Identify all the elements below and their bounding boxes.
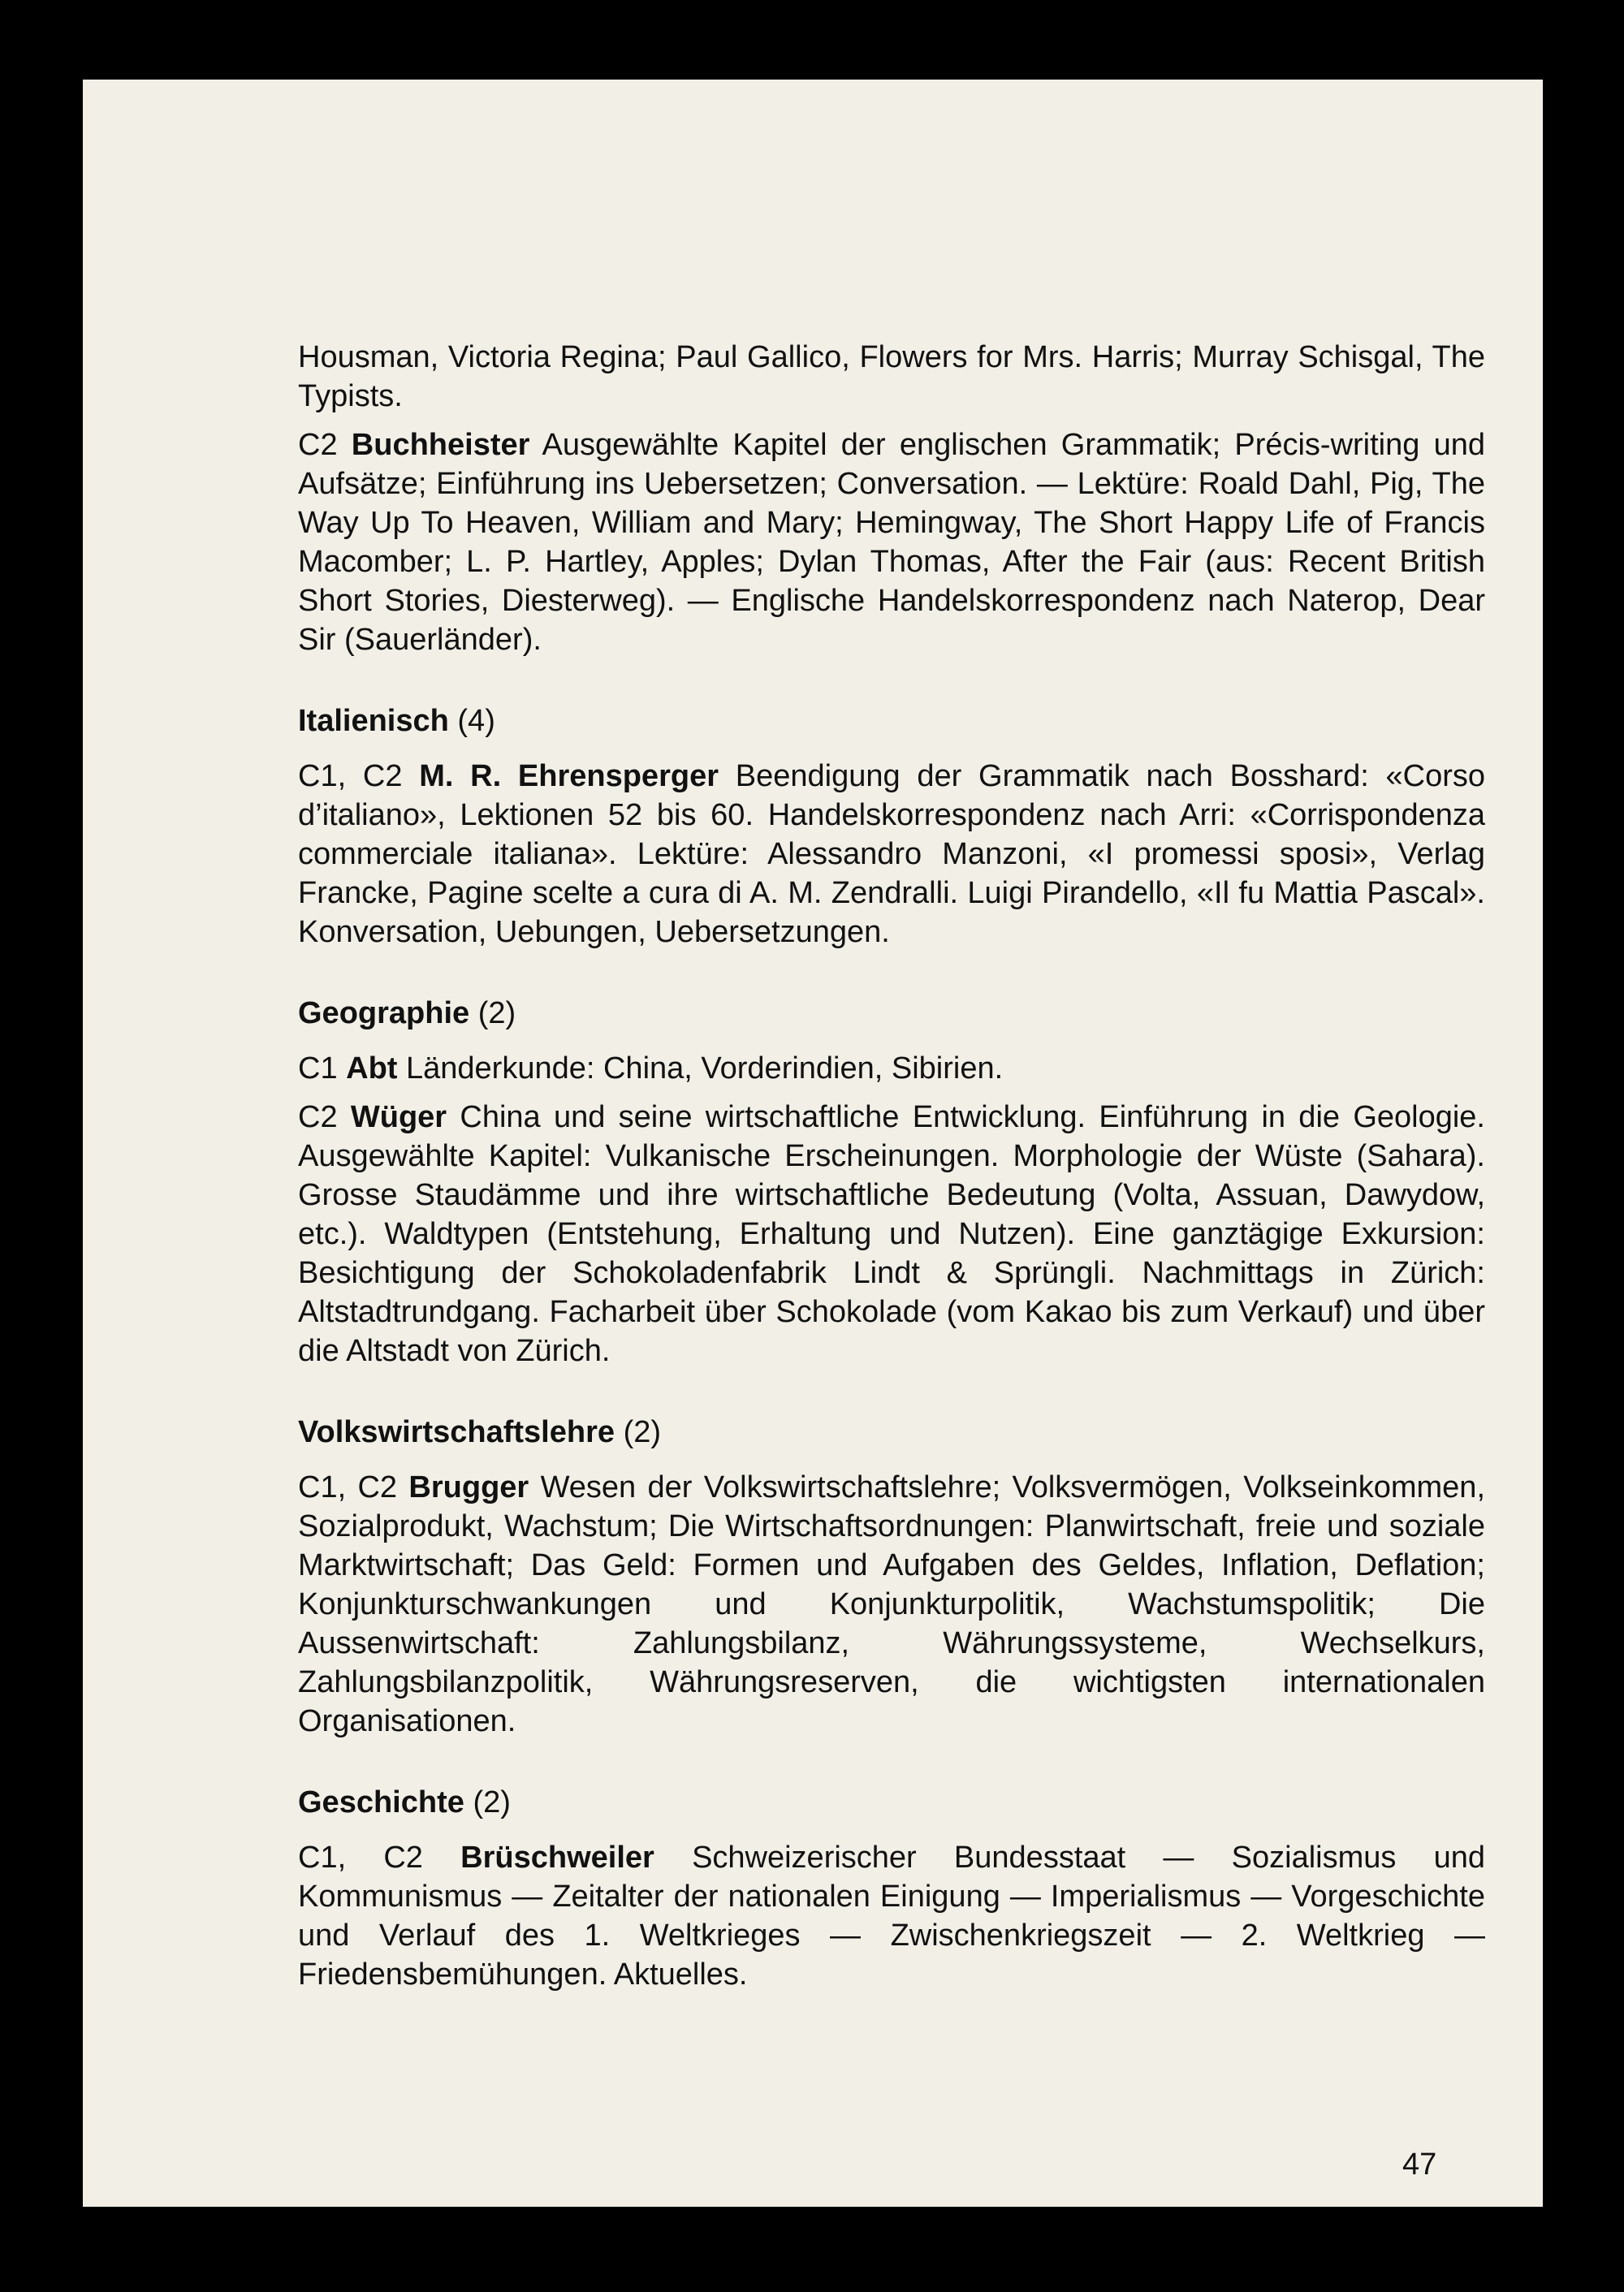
- class-label: C2: [298, 1100, 338, 1134]
- course-description: Ausgewählte Kapitel der englischen Grammatik; Précis-writing und Aufsätze; Einführung ins Uebersetzen; Conversation. — Lektüre: Roald Dahl, Pig, The Way Up To Heaven, William and Mary; Hemingway, The Short Happy Life of Francis Macomber; L. P. Hartley, Apples; Dylan Thomas, After the Fair (aus: Recent British Short Stories, Diesterweg). — Englische Handelskorrespondenz nach Naterop, Dear Sir (Sauerländer).: [298, 428, 1485, 657]
- paragraph-text: Housman, Victoria Regina; Paul Gallico, Flowers for Mrs. Harris; Murray Schisgal, The Typists.: [298, 340, 1485, 413]
- paragraph-continuation: [298, 338, 1485, 416]
- course-description: China und seine wirtschaftliche Entwicklung. Einführung in die Geologie. Ausgewählte Kapitel: Vulkanische Erscheinungen. Morphologie der Wüste (Sahara). Grosse Staudämme und ihre wirtschaftliche Bedeutung (Volta, Assuan, Dawydow, etc.). Waldtypen (Entstehung, Erhaltung und Nutzen). Eine ganztägige Exkursion: Besichtigung der Schokoladenfabrik Lindt & Sprüngli. Nachmittags in Zürich: Altstadtrundgang. Facharbeit über Schokolade (vom Kakao bis zum Verkauf) und über die Altstadt von Zürich.: [298, 1100, 1485, 1368]
- section-title: Volkswirtschaftslehre: [298, 1415, 615, 1449]
- teacher-name: Brugger: [408, 1470, 529, 1504]
- class-label: C1, C2: [298, 1841, 423, 1875]
- section-heading-geographie: [298, 994, 1485, 1033]
- course-description: Wesen der Volkswirtschaftslehre; Volksvermögen, Volkseinkommen, Sozialprodukt, Wachstum; Die Wirtschaftsordnungen: Planwirtschaft, freie und soziale Marktwirtschaft; Das Geld: Formen und Aufgaben des Geldes, Inflation, Deflation; Konjunkturschwankungen und Konjunkturpolitik, Wachstumspolitik; Die Aussenwirtschaft: Zahlungsbilanz, Währungssysteme, Wechselkurs, Zahlungsbilanzpolitik, Währungsreserven, die wichtigsten internationalen Organisationen.: [298, 1470, 1485, 1738]
- course-entry-geographie-c2: [298, 1098, 1485, 1370]
- section-heading-italienisch: [298, 701, 1485, 740]
- class-label: C1, C2: [298, 759, 403, 793]
- page-content: [298, 338, 1485, 1994]
- section-title: Geographie: [298, 996, 470, 1030]
- section-hours: (4): [457, 704, 495, 738]
- document-page: [83, 80, 1543, 2207]
- course-description: Schweizerischer Bundesstaat — Sozialismus und Kommunismus — Zeitalter der nationalen Einigung — Imperialismus — Vorgeschichte und Verlauf des 1. Weltkrieges — Zwischenkriegszeit — 2. Weltkrieg — Friedensbemühungen. Aktuelles.: [298, 1841, 1485, 1992]
- section-hours: (2): [473, 1785, 511, 1819]
- section-heading-volkswirtschaftslehre: [298, 1413, 1485, 1452]
- teacher-name: Buchheister: [351, 428, 530, 462]
- teacher-name: Wüger: [350, 1100, 447, 1134]
- section-hours: (2): [477, 996, 516, 1030]
- class-label: C2: [298, 428, 338, 462]
- course-description: Beendigung der Grammatik nach Bosshard: «Corso d’italiano», Lektionen 52 bis 60. Handelskorrespondenz nach Arri: «Corrispondenza commerciale italiana». Lektüre: Alessandro Manzoni, «I promessi sposi», Verlag Francke, Pagine scelte a cura di A. M. Zendralli. Luigi Pirandello, «Il fu Mattia Pascal». Konversation, Uebungen, Uebersetzungen.: [298, 759, 1486, 949]
- course-description: Länderkunde: China, Vorderindien, Sibirien.: [406, 1051, 1004, 1086]
- course-entry-italienisch: [298, 757, 1485, 952]
- course-entry-geschichte: [298, 1838, 1485, 1994]
- section-hours: (2): [623, 1415, 662, 1449]
- section-title: Italienisch: [298, 704, 449, 738]
- teacher-name: Brüschweiler: [460, 1841, 654, 1875]
- class-label: C1, C2: [298, 1470, 398, 1504]
- class-label: C1: [298, 1051, 338, 1086]
- course-entry-geographie-c1: [298, 1049, 1485, 1088]
- section-title: Geschichte: [298, 1785, 464, 1819]
- course-entry-volkswirtschaftslehre: [298, 1468, 1485, 1741]
- teacher-name: Abt: [346, 1051, 398, 1086]
- page-number: 47: [1402, 2147, 1437, 2182]
- section-heading-geschichte: [298, 1783, 1485, 1822]
- teacher-name: M. R. Ehrensperger: [419, 759, 719, 793]
- course-entry-english-c2: [298, 425, 1485, 659]
